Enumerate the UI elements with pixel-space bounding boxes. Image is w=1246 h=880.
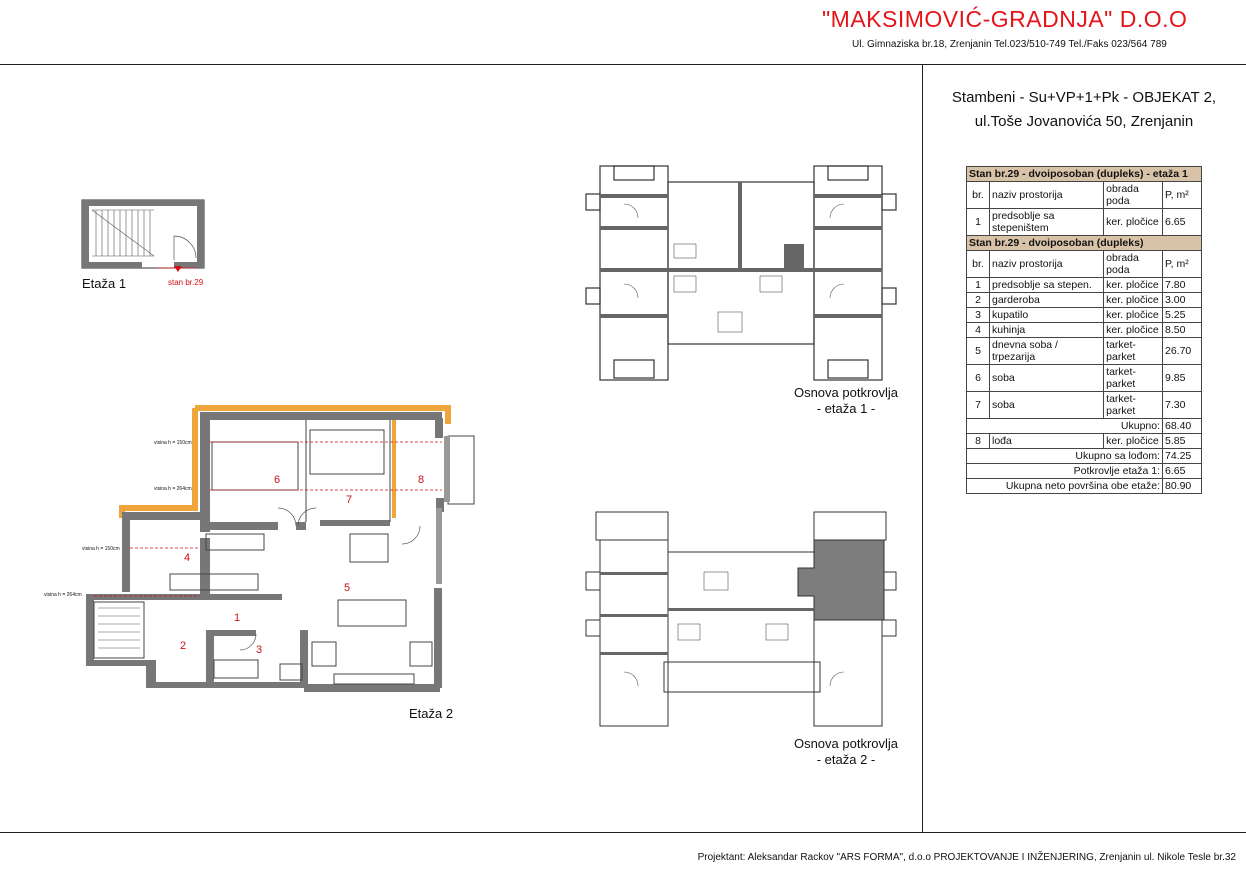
room-number-4: 4 [184, 552, 191, 564]
room-number-5: 5 [344, 582, 351, 594]
potkrovlje-label: Potkrovlje etaža 1: [967, 464, 1163, 479]
row-finish: ker. pločice [1104, 209, 1163, 236]
row-name: soba [990, 365, 1104, 392]
project-title-line1: Stambeni - Su+VP+1+Pk - OBJEKAT 2, [951, 89, 1217, 106]
stan-marker-label: stan br.29 [168, 278, 204, 287]
col-finish: obrada poda [1104, 182, 1163, 209]
row-name: garderoba [990, 293, 1104, 308]
ukupno-value: 68.40 [1163, 419, 1202, 434]
roof1-label-line2: - etaža 1 - [816, 401, 876, 416]
row-finish: ker. pločice [1104, 308, 1163, 323]
top-divider [0, 64, 1246, 65]
roof2-label [784, 736, 908, 768]
row-area: 6.65 [1163, 209, 1202, 236]
ukupno-label: Ukupno: [967, 419, 1163, 434]
row-br: 1 [967, 278, 990, 293]
ukupno-lodja-label: Ukupno sa lođom: [967, 449, 1163, 464]
row-name: kupatilo [990, 308, 1104, 323]
row-br: 5 [967, 338, 990, 365]
roof2-label-line1: Osnova potkrovlja [793, 736, 899, 751]
roof1-label-line1: Osnova potkrovlja [793, 385, 899, 400]
row-br: 8 [967, 434, 990, 449]
row-area: 9.85 [1163, 365, 1202, 392]
height-note-4: visina h = 264cm [44, 592, 82, 598]
room-number-6: 6 [274, 474, 281, 486]
bottom-divider [0, 832, 1246, 833]
table-row [967, 209, 1202, 236]
total-row [967, 479, 1202, 494]
row-name: soba [990, 392, 1104, 419]
project-title [934, 86, 1234, 134]
col-finish: obrada poda [1104, 251, 1163, 278]
col-name: naziv prostorija [990, 182, 1104, 209]
col-br: br. [967, 251, 990, 278]
row-area: 7.30 [1163, 392, 1202, 419]
height-note-1: visina h = 150cm [154, 440, 192, 446]
table-row [967, 278, 1202, 293]
room-number-1: 1 [234, 612, 241, 624]
row-br: 3 [967, 308, 990, 323]
row-name: predsoblje sa stepen. [990, 278, 1104, 293]
table-row [967, 434, 1202, 449]
col-area: P, m² [1163, 182, 1202, 209]
row-area: 5.85 [1163, 434, 1202, 449]
height-note-3: visina h = 150cm [82, 546, 120, 552]
row-br: 1 [967, 209, 990, 236]
row-area: 3.00 [1163, 293, 1202, 308]
table-section2-title: Stan br.29 - dvoiposoban (dupleks) [967, 236, 1202, 251]
row-area: 8.50 [1163, 323, 1202, 338]
total-row [967, 464, 1202, 479]
etaza2-plan [80, 398, 480, 698]
table-row [967, 293, 1202, 308]
row-name: kuhinja [990, 323, 1104, 338]
row-br: 7 [967, 392, 990, 419]
row-br: 4 [967, 323, 990, 338]
total-label: Ukupna neto površina obe etaže: [967, 479, 1163, 494]
row-area: 7.80 [1163, 278, 1202, 293]
table-row [967, 365, 1202, 392]
col-br: br. [967, 182, 990, 209]
room-number-7: 7 [346, 494, 353, 506]
row-area: 26.70 [1163, 338, 1202, 365]
table-row [967, 323, 1202, 338]
table-row [967, 308, 1202, 323]
row-name: dnevna soba / trpezarija [990, 338, 1104, 365]
room-number-8: 8 [418, 474, 425, 486]
height-note-2: visina h = 264cm [154, 486, 192, 492]
total-row [967, 449, 1202, 464]
roof1-label [784, 385, 908, 417]
company-address: Ul. Gimnaziska br.18, Zrenjanin Tel.023/510-749 Tel./Faks 023/564 789 [852, 39, 1167, 50]
col-name: naziv prostorija [990, 251, 1104, 278]
col-area: P, m² [1163, 251, 1202, 278]
project-title-line2: ul.Toše Jovanovića 50, Zrenjanin [974, 113, 1194, 130]
row-finish: tarket-parket [1104, 338, 1163, 365]
table-header-row [967, 251, 1202, 278]
row-area: 5.25 [1163, 308, 1202, 323]
table-row [967, 392, 1202, 419]
row-name: lođa [990, 434, 1104, 449]
potkrovlje-value: 6.65 [1163, 464, 1202, 479]
row-finish: ker. pločice [1104, 434, 1163, 449]
roof-plan-etaza1 [584, 164, 896, 382]
footer-designer: Projektant: Aleksandar Rackov "ARS FORMA", d.o.o PROJEKTOVANJE I INŽENJERING, Zrenjanin ul. Nikole Tesle br.32 [697, 852, 1236, 863]
total-value: 80.90 [1163, 479, 1202, 494]
room-number-2: 2 [180, 640, 187, 652]
ukupno-lodja-value: 74.25 [1163, 449, 1202, 464]
row-finish: ker. pločice [1104, 293, 1163, 308]
roof-plan-etaza2 [584, 512, 896, 726]
table-section1-title: Stan br.29 - dvoiposoban (dupleks) - etaža 1 [967, 167, 1202, 182]
roof2-label-line2: - etaža 2 - [816, 752, 876, 767]
row-br: 6 [967, 365, 990, 392]
etaza2-label: Etaža 2 [409, 706, 454, 721]
etaza1-label: Etaža 1 [82, 276, 127, 291]
row-name: predsoblje sa stepeništem [990, 209, 1104, 236]
room-area-table [966, 166, 1202, 494]
row-finish: tarket-parket [1104, 392, 1163, 419]
etaza1-plan [78, 196, 212, 276]
total-row [967, 419, 1202, 434]
table-row [967, 338, 1202, 365]
right-panel-divider [922, 64, 923, 832]
row-finish: ker. pločice [1104, 323, 1163, 338]
company-name: "MAKSIMOVIĆ-GRADNJA" D.O.O [822, 6, 1188, 32]
row-finish: ker. pločice [1104, 278, 1163, 293]
row-br: 2 [967, 293, 990, 308]
room-number-3: 3 [256, 644, 263, 656]
table-header-row [967, 182, 1202, 209]
row-finish: tarket-parket [1104, 365, 1163, 392]
